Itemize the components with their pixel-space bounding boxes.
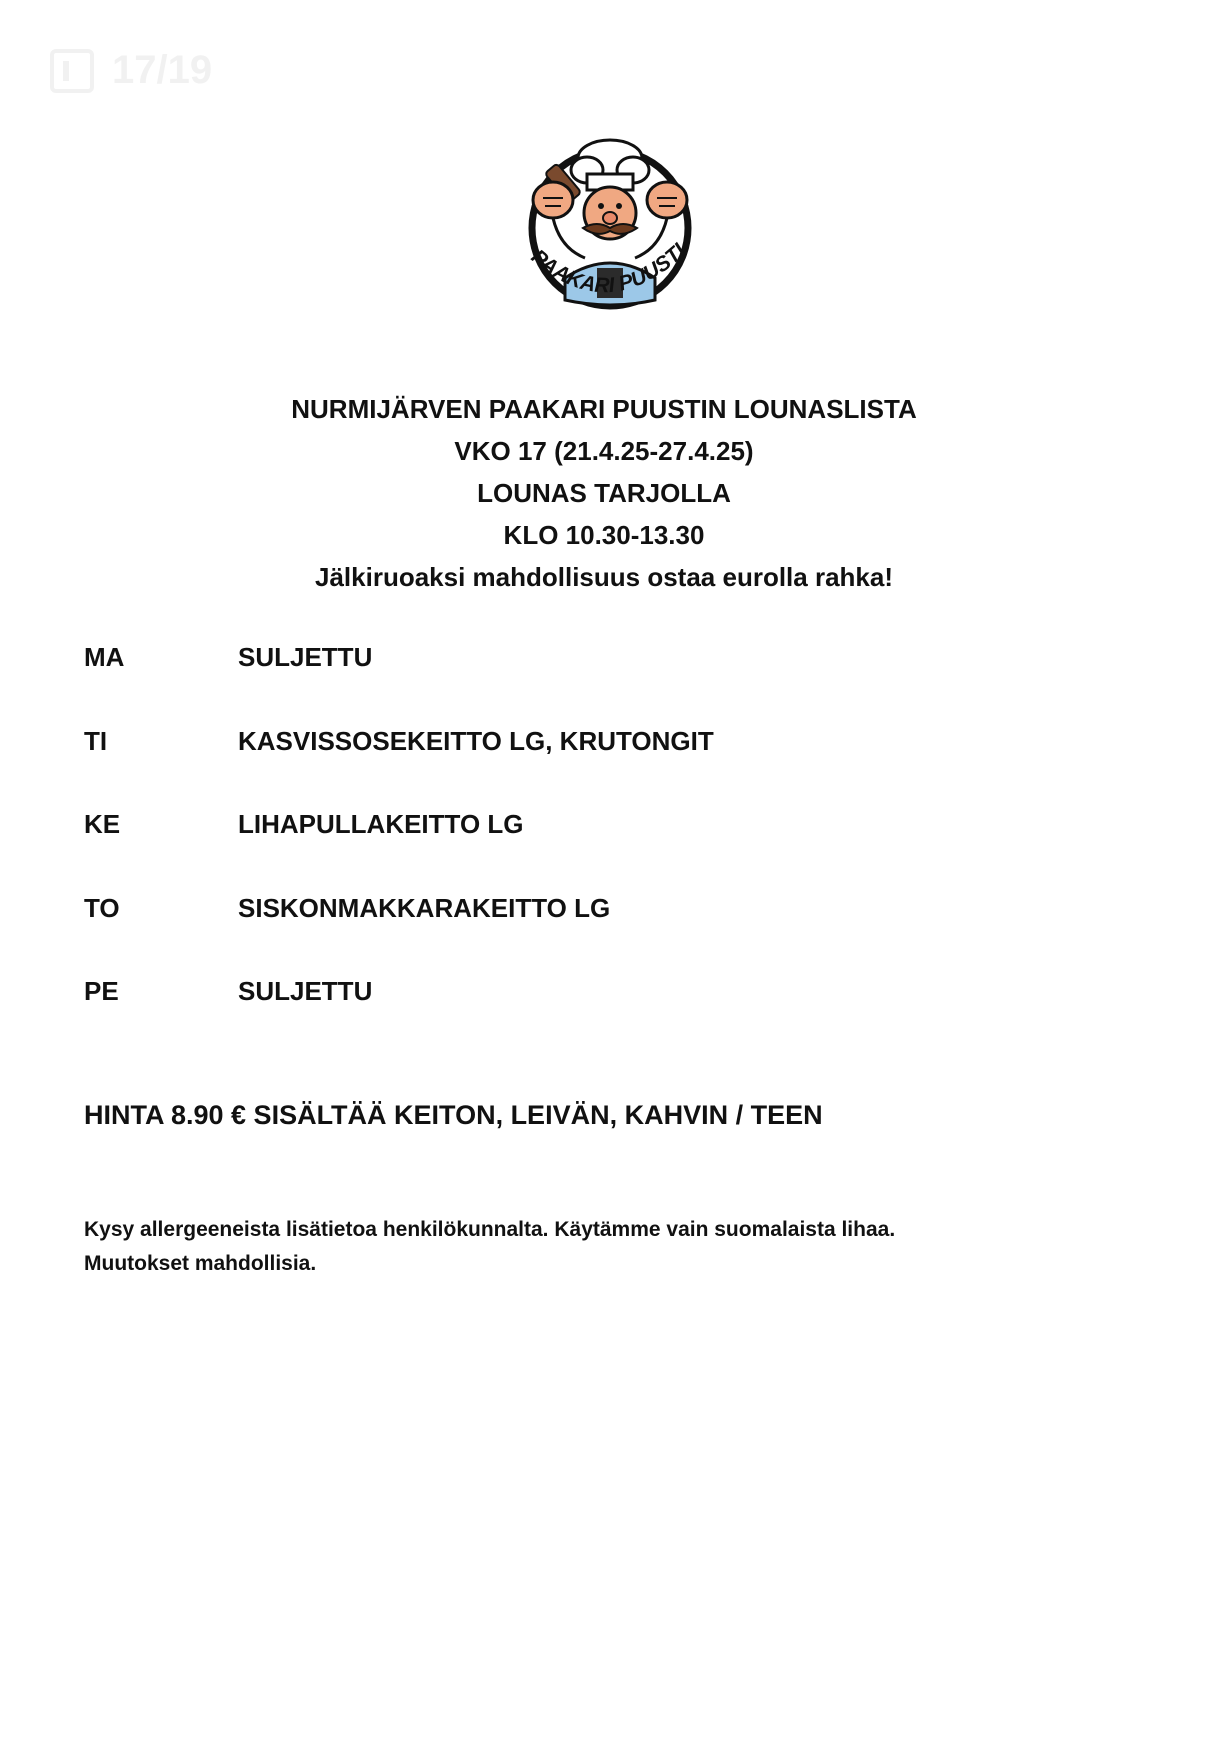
chef-logo-icon bbox=[505, 128, 715, 338]
day-label: TO bbox=[84, 892, 120, 923]
bakery-logo bbox=[505, 128, 715, 338]
menu-header bbox=[0, 388, 1208, 598]
page-counter bbox=[50, 48, 212, 93]
day-label: KE bbox=[84, 809, 121, 839]
page-title: NURMIJÄRVEN PAAKARI PUUSTIN LOUNASLISTA bbox=[291, 394, 917, 424]
lunch-hours: KLO 10.30-13.30 bbox=[503, 520, 705, 550]
menu-row-monday bbox=[84, 642, 1124, 726]
weekly-menu bbox=[84, 642, 1124, 1060]
day-label: TI bbox=[84, 725, 108, 756]
logo-text: PAAKARI PUUSTI bbox=[526, 239, 691, 298]
day-label: PE bbox=[84, 976, 119, 1006]
dish-name: SULJETTU bbox=[238, 976, 373, 1006]
changes-note: Muutokset mahdollisia. bbox=[84, 1252, 317, 1275]
dish-name: KASVISSOSEKEITTO LG, KRUTONGIT bbox=[238, 725, 714, 756]
dessert-note: Jälkiruoaksi mahdollisuus ostaa eurolla rahka! bbox=[315, 562, 893, 592]
page-counter-icon bbox=[50, 49, 94, 93]
menu-row-wednesday bbox=[84, 809, 1124, 893]
lunch-subtitle: LOUNAS TARJOLLA bbox=[477, 478, 731, 508]
menu-row-thursday bbox=[84, 893, 1124, 977]
week-label: VKO 17 (21.4.25-27.4.25) bbox=[454, 436, 754, 466]
dish-name: SISKONMAKKARAKEITTO LG bbox=[238, 892, 611, 923]
dish-name: LIHAPULLAKEITTO LG bbox=[238, 809, 524, 839]
allergen-note: Kysy allergeeneista lisätietoa henkilökunnalta. Käytämme vain suomalaista lihaa. bbox=[84, 1218, 896, 1241]
day-label: MA bbox=[84, 642, 125, 672]
footer-notes bbox=[84, 1213, 895, 1281]
menu-row-friday bbox=[84, 976, 1124, 1060]
price-info: HINTA 8.90 € SISÄLTÄÄ KEITON, LEIVÄN, KAHVIN / TEEN bbox=[84, 1100, 823, 1130]
menu-row-tuesday bbox=[84, 726, 1124, 810]
dish-name: SULJETTU bbox=[238, 642, 373, 672]
page-counter-text: 17/19 bbox=[112, 48, 213, 92]
